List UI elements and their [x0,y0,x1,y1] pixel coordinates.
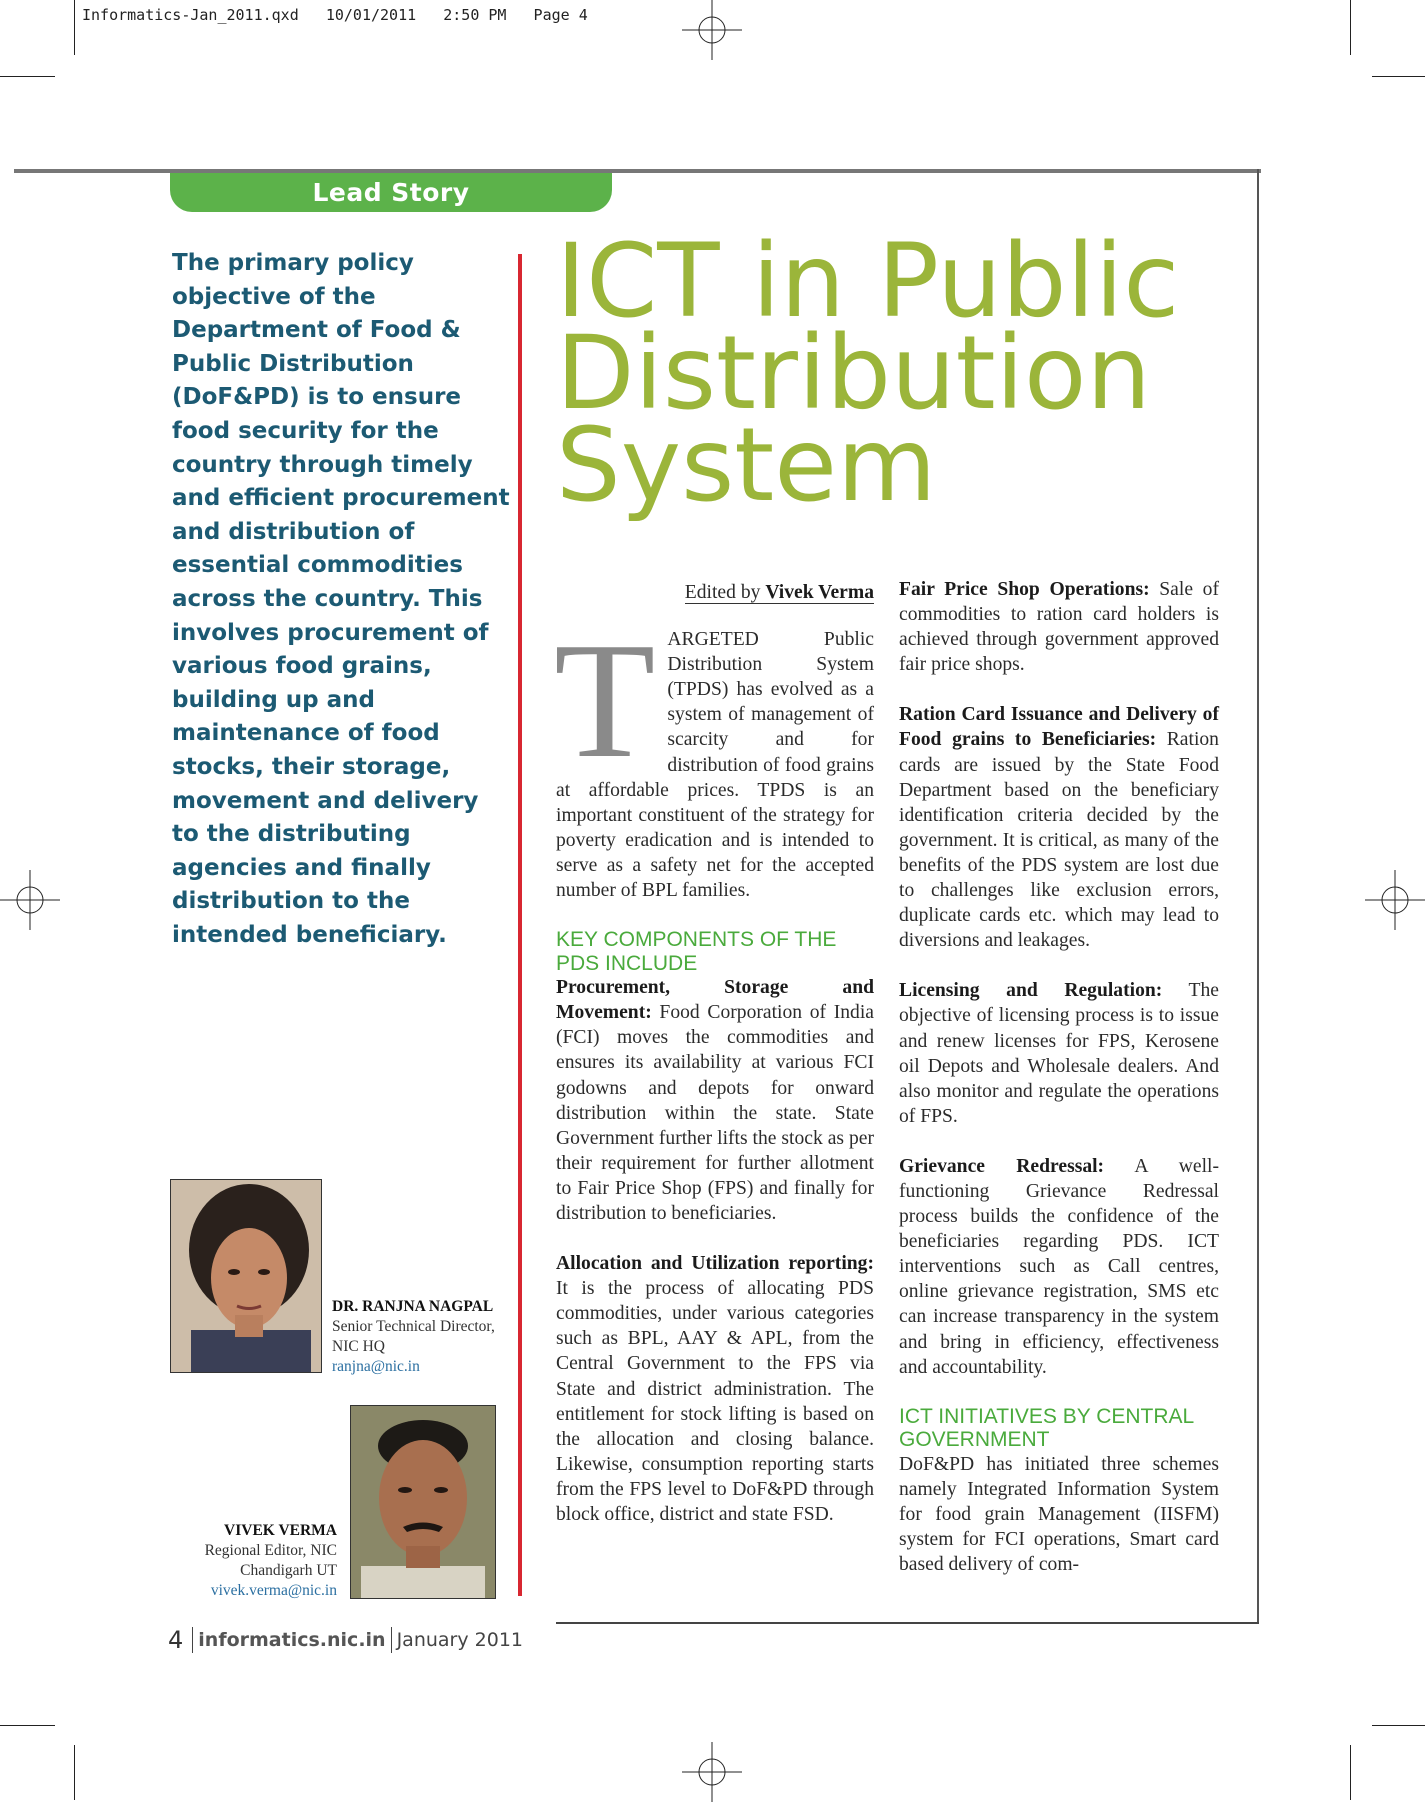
title-line: Distribution [556,314,1152,433]
page-footer [168,1626,523,1654]
author-name: VIVEK VERMA [224,1522,337,1539]
byline: Edited by Vivek Verma [684,582,874,603]
paragraph: Ration Card Issuance and Delivery of Food grains to Beneficiaries: Ration cards are issued by the State Food Department based on the beneficiary identification criteria decided by the government. It is critical, as many of the benefits of the PDS system are lost due to challenges like exclusion errors, duplicate cards etc. which may lead to diversions and leakages. [899,704,1219,952]
opening-paragraph: TARGETED Public Distribution System (TPDS) has evolved as a system of management of scarcity and for distribution of food grains at affordable prices. TPDS is an important constituent of the strategy for poverty eradication and is intended to serve as a safety net for the accepted number of BPL families. [554,608,874,902]
registration-mark-icon [0,870,60,930]
page-frame-bottom [556,1622,1259,1624]
section-heading: ICT INITIATIVES BY CENTRAL GOVERNMENT [899,1404,1195,1452]
crop-mark [74,1745,75,1800]
footer-divider [391,1627,392,1653]
paragraph: Allocation and Utilization reporting: It is the process of allocating PDS commodities, under various categories such as BPL, AAY & APL, from the Central Government to the FPS via State and district administration. The entitlement for stock lifting is based on the allocation and closing balance. Likewise, consumption reporting starts from the FPS level to DoF&PD through block office, district and state FSD. [556,1253,874,1525]
author-caption [150,1521,337,1601]
crop-mark [1372,76,1425,77]
title-line: System [556,406,937,525]
article-title [556,222,1256,525]
page-frame-right [1257,169,1259,1624]
article-column-2 [899,577,1219,1577]
site-link[interactable]: informatics.nic.in [198,1629,386,1651]
title-line: ICT in Public [556,222,1180,341]
crop-mark [1372,1725,1425,1726]
paragraph: Fair Price Shop Operations: Sale of commodities to ration card holders is achieved through government approved fair price shops. [899,579,1219,676]
editor-name: Vivek Verma [765,582,874,603]
crop-mark [0,1725,55,1726]
registration-mark-icon [682,1742,742,1802]
section-heading: KEY COMPONENTS OF THE PDS INCLUDE [556,928,837,975]
paragraph: Procurement, Storage and Movement: Food Corporation of India (FCI) moves the commodities and ensures its availability at various FCI godowns and depots for onward distribution within the state. State Government further lifts the stock as per their requirement for further allotment to Fair Price Shop (FPS) and finally for distribution to beneficiaries. [556,977,874,1224]
author-role: Regional Editor, NIC [204,1542,337,1559]
author-email-link[interactable]: ranjna@nic.in [332,1358,420,1375]
registration-mark-icon [682,0,742,60]
author-caption [332,1297,522,1377]
page-number: 4 [168,1626,184,1654]
print-slug: Informatics-Jan_2011.qxd 10/01/2011 2:50 PM Page 4 [82,6,588,24]
section-tab: Lead Story [170,173,612,212]
portrait-icon [171,1180,321,1372]
crop-mark [1350,0,1351,55]
crop-mark [0,76,55,77]
footer-divider [192,1627,193,1653]
author-photo [170,1179,322,1373]
portrait-icon [351,1406,495,1598]
intro-pullquote: The primary policy objective of the Department of Food & Public Distribution (DoF&PD) is to ensure food security for the country through timely and efficient procurement and distribution of essential commodities across the country. This involves procurement of various food grains, building up and maintenance of food stocks, their storage, movement and delivery to the distributing agencies and finally distribution to the intended beneficiary. [172,250,510,948]
crop-mark [1350,1745,1351,1800]
crop-mark [74,0,75,55]
issue-date: January 2011 [396,1629,524,1651]
divider-rule [518,254,522,1596]
author-org: Chandigarh UT [240,1562,337,1579]
drop-cap: T [554,608,656,793]
author-org: NIC HQ [332,1338,385,1355]
paragraph: Licensing and Regulation: The objective of licensing process is to issue and renew licenses for FPS, Kerosene oil Depots and Wholesale dealers. And also monitor and regulate the operations of FPS. [899,980,1219,1127]
paragraph: Grievance Redressal: A well-functioning Grievance Redressal process builds the confidence of the beneficiaries regarding PDS. ICT interventions such as Call centres, online grievance registration, SMS etc can increase transparency in the system and bring in efficiency, effectiveness and accountability. [899,1155,1219,1378]
paragraph: DoF&PD has initiated three schemes namely Integrated Information System for food grain Management (IISFM) system for FCI operations, Smart card based delivery of com- [899,1453,1219,1576]
author-role: Senior Technical Director, [332,1318,495,1335]
author-name: DR. RANJNA NAGPAL [332,1298,494,1315]
article-column-1 [556,580,874,1527]
author-photo [350,1405,496,1599]
registration-mark-icon [1365,870,1425,930]
author-email-link[interactable]: vivek.verma@nic.in [210,1582,337,1599]
